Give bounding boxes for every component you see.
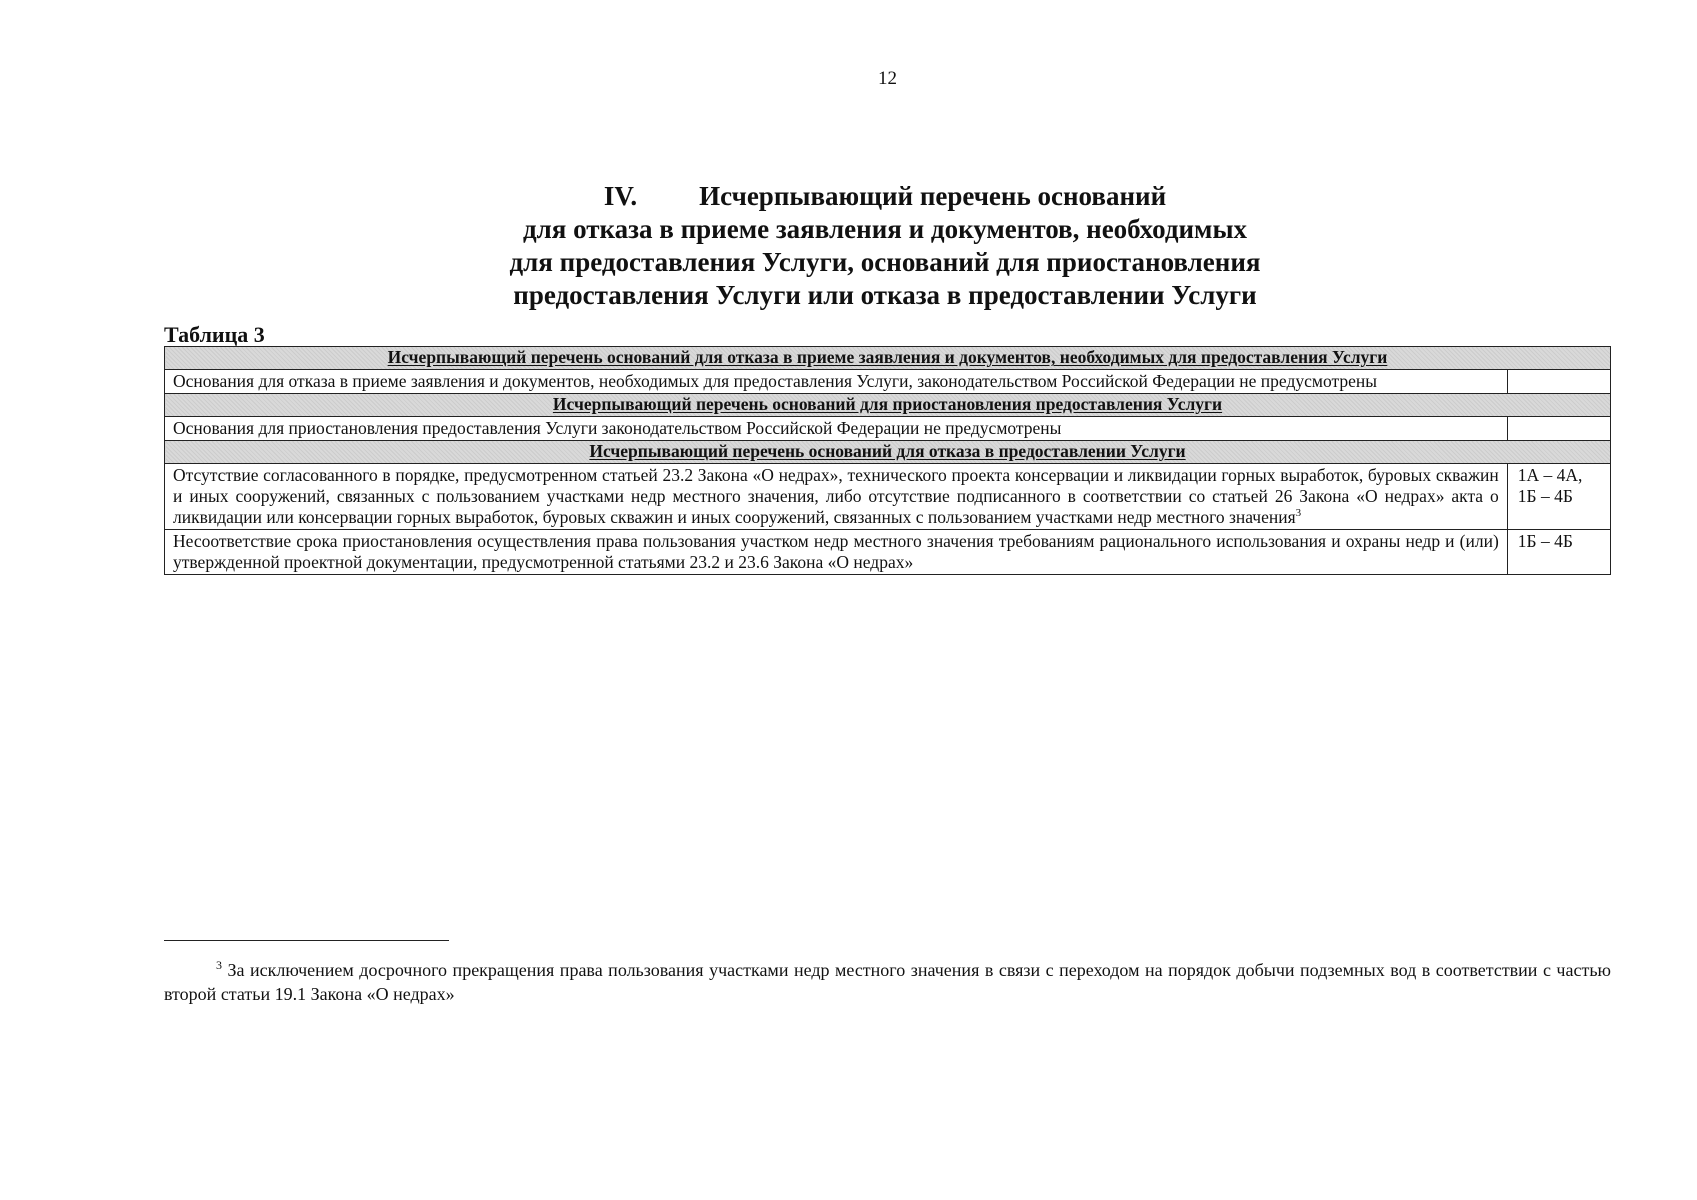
heading-line-1 xyxy=(160,180,1610,213)
table-row xyxy=(165,464,1611,530)
table-section-header xyxy=(165,394,1611,417)
section-header-refusal-service: Исчерпывающий перечень оснований для отказа в предоставлении Услуги xyxy=(165,441,1611,464)
table-row xyxy=(165,530,1611,575)
page-number: 12 xyxy=(878,68,897,89)
heading-line-4: предоставления Услуги или отказа в предоставлении Услуги xyxy=(513,280,1257,310)
row-text: Основания для отказа в приеме заявления и документов, необходимых для предоставления Услуги, законодательством Российской Федерации не предусмотрены xyxy=(165,370,1508,394)
row-code: 1Б – 4Б xyxy=(1507,530,1610,575)
row-text: Основания для приостановления предоставления Услуги законодательством Российской Федерации не предусмотрены xyxy=(165,417,1508,441)
table-section-header xyxy=(165,347,1611,370)
footnote-separator xyxy=(164,940,449,941)
heading-line-2: для отказа в приеме заявления и документов, необходимых xyxy=(522,214,1248,244)
section-header-refusal-acceptance: Исчерпывающий перечень оснований для отказа в приеме заявления и документов, необходимых для предоставления Услуги xyxy=(165,347,1611,370)
row-code-line-1: 1А – 4А, xyxy=(1517,465,1583,485)
footnote-marker: 3 xyxy=(216,958,222,972)
section-heading xyxy=(160,180,1610,312)
table-row xyxy=(165,417,1611,441)
row-code xyxy=(1507,417,1610,441)
row-text: Отсутствие согласованного в порядке, предусмотренном статьей 23.2 Закона «О недрах», технического проекта консервации и ликвидации горных выработок, буровых скважин и иных сооружений, связанных с пользованием участками недр местного значения, либо отсутствие подписанного в соответствии со статьей 26 Закона «О недрах» акта о ликвидации или консервации горных выработок, буровых скважин и иных сооружений, связанных с пользованием участками недр местного значения xyxy=(173,465,1499,527)
heading-numeral: IV. xyxy=(603,181,638,211)
row-text-with-footnote xyxy=(165,464,1508,530)
row-code xyxy=(1507,370,1610,394)
heading-line-3: для предоставления Услуги, оснований для приостановления xyxy=(509,247,1261,277)
heading-title: Исчерпывающий перечень оснований xyxy=(699,181,1167,211)
footnote-reference[interactable]: 3 xyxy=(1295,507,1302,520)
section-header-suspension: Исчерпывающий перечень оснований для приостановления предоставления Услуги xyxy=(165,394,1611,417)
table-section-header xyxy=(165,441,1611,464)
row-text: Несоответствие срока приостановления осуществления права пользования участком недр местного значения требованиям рационального использования и охраны недр и (или) утвержденной проектной документации, предусмотренной статьями 23.2 и 23.6 Закона «О недрах» xyxy=(165,530,1508,575)
table-row xyxy=(165,370,1611,394)
row-code xyxy=(1507,464,1610,530)
grounds-table xyxy=(164,346,1611,575)
footnote-text: За исключением досрочного прекращения права пользования участками недр местного значения в связи с переходом на порядок добычи подземных вод в соответствии с частью второй статьи 19.1 Закона «О недрах» xyxy=(164,960,1611,1004)
row-code-line-2: 1Б – 4Б xyxy=(1517,486,1573,506)
footnote xyxy=(164,958,1611,1006)
table-caption: Таблица 3 xyxy=(164,322,265,347)
